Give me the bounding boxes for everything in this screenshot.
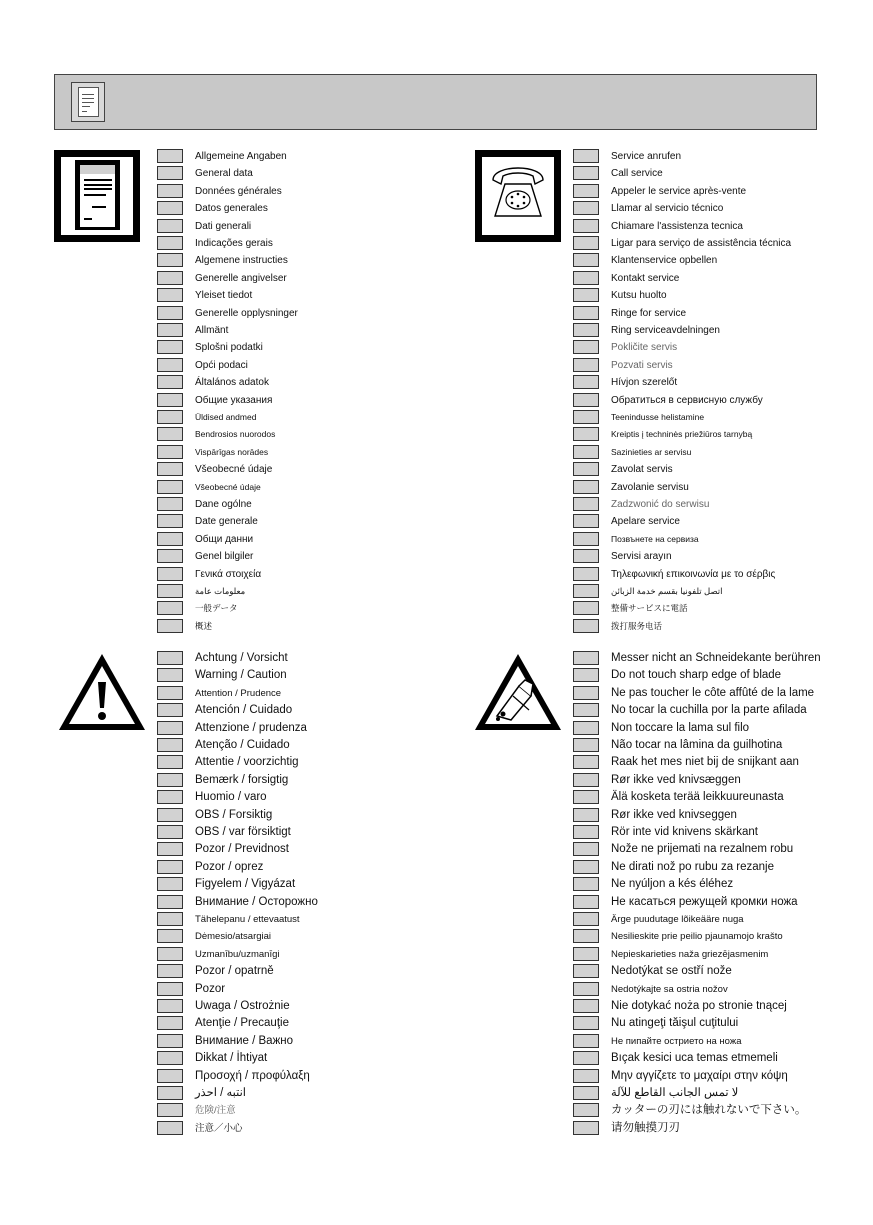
general-checkbox[interactable] [157,549,183,563]
warning-checkbox[interactable] [157,686,183,700]
service-checkbox[interactable] [573,514,599,528]
warning-item-label: Warning / Caution [195,669,287,682]
blade-item-label: Ne pas toucher le côte affûté de la lame [611,686,815,699]
warning-checkbox[interactable] [157,755,183,769]
general-checkbox[interactable] [157,166,183,180]
general-checkbox[interactable] [157,462,183,476]
call-service-list [573,148,863,638]
service-item-label: Обратиться в сервисную службу [611,394,763,406]
blade-item-label: Non toccare la lama sul filo [611,721,750,734]
blade-checkbox[interactable] [573,877,599,891]
service-item-label: Hívjon szerelőt [611,377,678,389]
general-item-label: Generelle opplysninger [195,307,298,319]
blade-item-label: لا تمس الجانب القاطع للآلة [611,1087,739,1099]
blade-checkbox[interactable] [573,842,599,856]
warning-checkbox[interactable] [157,929,183,943]
general-item-label: Données générales [195,185,282,197]
warning-checkbox[interactable] [157,1034,183,1048]
service-item-label: Pokličite servis [611,342,678,354]
general-checkbox[interactable] [157,480,183,494]
blade-item-label: Не пипайте острието на ножа [611,1035,742,1047]
service-checkbox[interactable] [573,219,599,233]
service-checkbox[interactable] [573,445,599,459]
general-checkbox[interactable] [157,323,183,337]
general-checkbox[interactable] [157,253,183,267]
blade-caution-list [573,650,863,1142]
service-checkbox[interactable] [573,201,599,215]
general-item-label: Datos generales [195,203,268,215]
general-item-label: Γενικά στοιχεία [195,568,262,580]
general-item-label: Общие указания [195,394,273,406]
service-checkbox[interactable] [573,532,599,546]
service-checkbox[interactable] [573,271,599,285]
service-checkbox[interactable] [573,358,599,372]
general-item-label: Indicações gerais [195,238,273,249]
general-item-label: Allgemeine Angaben [195,151,287,162]
service-item-label: Apelare service [611,516,680,528]
service-checkbox[interactable] [573,462,599,476]
warning-checkbox[interactable] [157,947,183,961]
blade-checkbox[interactable] [573,947,599,961]
general-checkbox[interactable] [157,514,183,528]
warning-item-label: Huomio / varo [195,791,267,804]
blade-item-label: Nu atingeţi tăişul cuţitului [611,1017,739,1030]
blade-item-label: Ärge puudutage lõikeääre nuga [611,914,744,925]
blade-checkbox[interactable] [573,790,599,804]
warning-item-label: Atención / Cuidado [195,704,293,717]
warning-checkbox[interactable] [157,1086,183,1100]
warning-checkbox[interactable] [157,738,183,752]
service-item-label: Servisi arayın [611,551,672,563]
service-checkbox[interactable] [573,549,599,563]
general-item-label: Date generale [195,516,258,528]
blade-item-label: Nie dotykać noża po stronie tnącej [611,1000,787,1012]
general-item-label: Dane ogólne [195,499,252,510]
warning-item-label: Dėmesio/atsargiai [195,931,272,943]
general-checkbox[interactable] [157,532,183,546]
service-checkbox[interactable] [573,480,599,494]
warning-checkbox[interactable] [157,1051,183,1065]
service-item-label: Appeler le service après-vente [611,185,747,197]
general-item-label: Általános adatok [195,377,269,389]
warning-item-label: Pozor [195,982,226,995]
service-checkbox[interactable] [573,584,599,598]
warning-item-label: OBS / var försiktigt [195,826,291,838]
blade-item-label: Messer nicht an Schneidekante berühren [611,652,821,664]
blade-item-label: Do not touch sharp edge of blade [611,669,782,682]
service-item-label: Kreiptis į techninės priežiūros tarnybą [611,429,753,440]
general-checkbox[interactable] [157,236,183,250]
general-item-label: Opći podaci [195,359,248,371]
blade-checkbox[interactable] [573,895,599,909]
blade-item-label: Rör inte vid knivens skärkant [611,826,759,838]
blade-checkbox[interactable] [573,668,599,682]
warning-checkbox[interactable] [157,842,183,856]
blade-checkbox[interactable] [573,1016,599,1030]
service-checkbox[interactable] [573,253,599,267]
general-item-label: Yleiset tiedot [195,290,253,302]
warning-checkbox[interactable] [157,721,183,735]
blade-item-label: Não tocar na lâmina da guilhotina [611,739,783,751]
general-item-label: معلومات عامة [195,586,246,596]
general-checkbox[interactable] [157,271,183,285]
general-checkbox[interactable] [157,393,183,407]
service-checkbox[interactable] [573,410,599,424]
general-checkbox[interactable] [157,149,183,163]
service-item-label: Pozvati servis [611,359,673,371]
blade-item-label: 请勿触摸刀刃 [611,1121,680,1134]
blade-item-label: Nesilieskite prie peilio pjaunamojo krašto [611,931,783,943]
service-item-label: Teenindusse helistamine [611,412,705,422]
service-checkbox[interactable] [573,184,599,198]
general-checkbox[interactable] [157,497,183,511]
warning-item-label: Dikkat / İhtiyat [195,1052,268,1065]
service-checkbox[interactable] [573,166,599,180]
blade-checkbox[interactable] [573,1069,599,1083]
service-checkbox[interactable] [573,375,599,389]
general-item-label: General data [195,168,253,180]
blade-checkbox[interactable] [573,721,599,735]
service-checkbox[interactable] [573,567,599,581]
warning-item-label: 危険/注意 [195,1105,236,1117]
general-checkbox[interactable] [157,201,183,215]
warning-checkbox[interactable] [157,825,183,839]
blade-item-label: No tocar la cuchilla por la parte afilada [611,704,807,717]
warning-checkbox[interactable] [157,1069,183,1083]
warning-item-label: Atenţie / Precauţie [195,1017,289,1030]
blade-checkbox[interactable] [573,1034,599,1048]
blade-checkbox[interactable] [573,982,599,996]
general-item-label: Общи данни [195,533,254,545]
warning-checkbox[interactable] [157,808,183,822]
warning-checkbox[interactable] [157,1103,183,1117]
warning-item-label: Uwaga / Ostrożnie [195,1000,290,1012]
warning-item-label: Atenção / Cuidado [195,739,290,751]
blade-item-label: Rør ikke ved knivseggen [611,808,737,821]
service-item-label: Kontakt service [611,272,680,284]
general-item-label: Allmänt [195,325,229,336]
service-checkbox[interactable] [573,149,599,163]
blade-checkbox[interactable] [573,773,599,787]
blade-checkbox[interactable] [573,825,599,839]
warning-item-label: Pozor / Previdnost [195,843,289,856]
warning-item-label: Tähelepanu / ettevaatust [195,914,300,925]
general-checkbox[interactable] [157,306,183,320]
service-checkbox[interactable] [573,288,599,302]
warning-list [157,650,457,1142]
blade-item-label: Не касаться режущей кромки ножа [611,895,798,908]
blade-checkbox[interactable] [573,860,599,874]
service-item-label: Zavolat servis [611,464,673,476]
warning-item-label: Attentie / voorzichtig [195,756,299,769]
blade-checkbox[interactable] [573,703,599,717]
blade-item-label: Ne dirati nož po rubu za rezanje [611,860,775,873]
warning-item-label: Προσοχή / προφύλαξη [195,1069,310,1082]
warning-checkbox[interactable] [157,912,183,926]
warning-checkbox[interactable] [157,877,183,891]
warning-item-label: Внимание / Важно [195,1034,294,1047]
warning-item-label: Bemærk / forsigtig [195,773,289,786]
general-item-label: Dati generali [195,220,252,232]
blade-item-label: Nože ne prijemati na rezalnem robu [611,843,794,856]
general-checkbox[interactable] [157,288,183,302]
warning-item-label: Uzmanību/uzmanīgi [195,948,280,960]
general-checkbox[interactable] [157,375,183,389]
service-item-label: Klantenservice opbellen [611,255,718,267]
warning-checkbox[interactable] [157,703,183,717]
general-item-label: 一般データ [195,603,238,614]
warning-checkbox[interactable] [157,1121,183,1135]
blade-checkbox[interactable] [573,1103,599,1117]
warning-checkbox[interactable] [157,773,183,787]
blade-item-label: Ne nyúljon a kés éléhez [611,878,734,891]
general-checkbox[interactable] [157,410,183,424]
general-checkbox[interactable] [157,219,183,233]
warning-checkbox[interactable] [157,999,183,1013]
blade-item-label: Μην αγγίζετε το μαχαίρι στην κόψη [611,1069,788,1082]
blade-checkbox[interactable] [573,686,599,700]
general-checkbox[interactable] [157,340,183,354]
service-item-label: Ring serviceavdelningen [611,325,720,336]
blade-item-label: Älä kosketa terää leikkuureunasta [611,791,784,804]
blade-checkbox[interactable] [573,651,599,665]
warning-checkbox[interactable] [157,651,183,665]
general-item-label: Vispārīgas norādes [195,446,269,457]
general-data-list [157,148,457,638]
service-item-label: 整備サービスに電話 [611,603,688,614]
blade-checkbox[interactable] [573,1086,599,1100]
blade-item-label: カッターの刃には触れないで下さい。 [611,1104,807,1117]
service-checkbox[interactable] [573,427,599,441]
service-item-label: Llamar al servicio técnico [611,203,724,215]
blade-checkbox[interactable] [573,912,599,926]
blade-checkbox[interactable] [573,964,599,978]
general-checkbox[interactable] [157,567,183,581]
service-item-label: Zadzwonić do serwisu [611,499,710,510]
service-item-label: Kutsu huolto [611,290,667,302]
warning-item-label: Achtung / Vorsicht [195,652,288,664]
warning-checkbox[interactable] [157,860,183,874]
warning-item-label: 注意／小心 [195,1122,243,1134]
warning-item-label: Pozor / opatrně [195,965,274,978]
general-item-label: Algemene instructies [195,255,288,267]
general-item-label: Generelle angivelser [195,272,287,284]
blade-item-label: Nedotýkat se ostří nože [611,965,732,978]
blade-item-label: Nepieskarieties naža griezējasmenim [611,948,769,960]
general-checkbox[interactable] [157,584,183,598]
blade-checkbox[interactable] [573,738,599,752]
general-item-label: Všeobecné údaje [195,464,273,476]
blade-checkbox[interactable] [573,929,599,943]
general-item-label: Splošni podatki [195,342,263,354]
general-checkbox[interactable] [157,601,183,615]
warning-item-label: Attention / Prudence [195,687,282,699]
service-item-label: Call service [611,168,663,180]
general-item-label: Všeobecné údaje [195,481,261,492]
service-checkbox[interactable] [573,393,599,407]
warning-item-label: Figyelem / Vigyázat [195,878,296,891]
blade-item-label: Raak het mes niet bij de snijkant aan [611,756,799,769]
warning-checkbox[interactable] [157,1016,183,1030]
warning-icon [57,652,147,734]
blade-hazard-icon [473,652,563,734]
service-item-label: Zavolanie servisu [611,481,689,493]
blade-item-label: Bıçak kesici uca temas etmemeli [611,1052,778,1065]
service-item-label: Service anrufen [611,151,682,162]
warning-item-label: Attenzione / prudenza [195,721,307,734]
blade-checkbox[interactable] [573,755,599,769]
warning-item-label: Внимание / Осторожно [195,895,318,908]
general-item-label: 概述 [195,620,213,631]
warning-checkbox[interactable] [157,895,183,909]
service-item-label: 拨打服务电话 [611,620,663,631]
service-checkbox[interactable] [573,323,599,337]
service-checkbox[interactable] [573,497,599,511]
blade-item-label: Nedotýkajte sa ostria nožov [611,983,728,995]
general-checkbox[interactable] [157,619,183,633]
general-item-label: Genel bilgiler [195,551,254,563]
service-item-label: Τηλεφωνική επικοινωνία με το σέρβις [611,568,776,580]
general-checkbox[interactable] [157,184,183,198]
general-checkbox[interactable] [157,358,183,372]
warning-item-label: انتبه / احذر [195,1087,246,1099]
general-checkbox[interactable] [157,445,183,459]
service-item-label: Позвънете на сервиза [611,533,699,544]
service-checkbox[interactable] [573,601,599,615]
document-icon [71,82,105,122]
service-checkbox[interactable] [573,619,599,633]
service-checkbox[interactable] [573,340,599,354]
blade-checkbox[interactable] [573,1051,599,1065]
blade-checkbox[interactable] [573,999,599,1013]
telephone-icon [475,150,561,242]
service-checkbox[interactable] [573,236,599,250]
general-item-label: Üldised andmed [195,412,257,422]
warning-checkbox[interactable] [157,668,183,682]
general-checkbox[interactable] [157,427,183,441]
service-item-label: Chiamare l'assistenza tecnica [611,220,743,232]
warning-item-label: Pozor / oprez [195,860,264,873]
warning-checkbox[interactable] [157,790,183,804]
warning-item-label: OBS / Forsiktig [195,808,273,821]
warning-checkbox[interactable] [157,982,183,996]
general-item-label: Bendrosios nuorodos [195,429,276,440]
service-item-label: Ringe for service [611,307,687,319]
service-checkbox[interactable] [573,306,599,320]
service-item-label: Ligar para serviço de assistência técnica [611,238,792,249]
header-bar [54,74,817,130]
document-icon [54,150,140,242]
blade-checkbox[interactable] [573,1121,599,1135]
warning-checkbox[interactable] [157,964,183,978]
service-item-label: اتصل تلفونيا بقسم خدمة الزبائن [611,586,723,596]
blade-item-label: Rør ikke ved knivsæggen [611,773,741,786]
blade-checkbox[interactable] [573,808,599,822]
service-item-label: Sazinieties ar servisu [611,446,692,457]
